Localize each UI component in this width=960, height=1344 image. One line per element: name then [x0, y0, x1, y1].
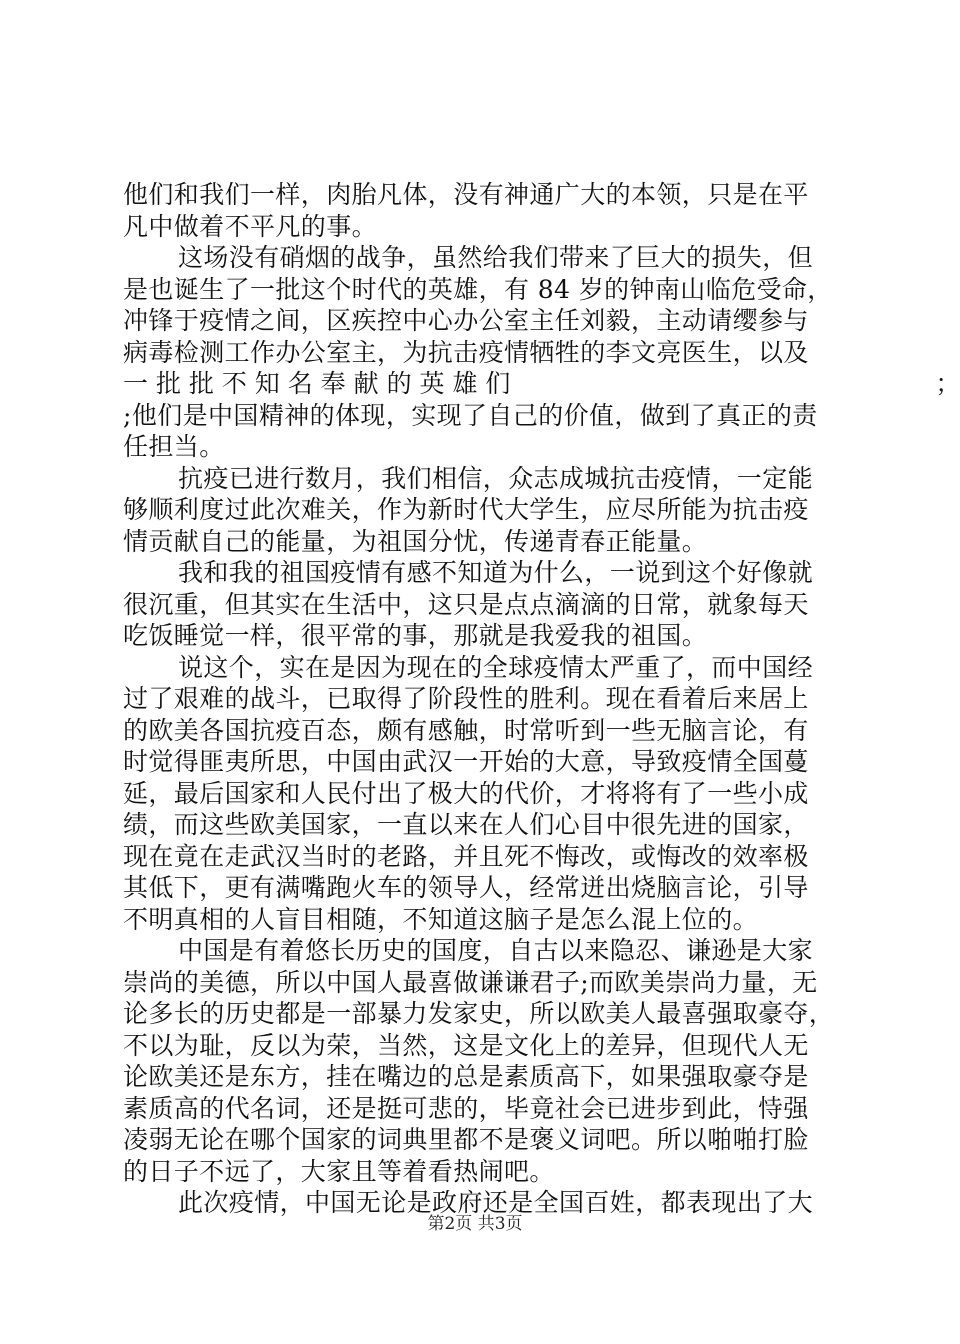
text-line: 的欧美各国抗疫百态，颇有感触，时常听到一些无脑言论，有: [123, 716, 809, 745]
text-line: 说这个，实在是因为现在的全球疫情太严重了，而中国经: [178, 653, 814, 682]
text-line: 凌弱无论在哪个国家的词典里都不是褒义词吧。所以啪啪打脸: [123, 1125, 809, 1154]
text-line: 不明真相的人盲目相随，不知道这脑子是怎么混上位的。: [123, 905, 759, 934]
text-line: 崇尚的美德，所以中国人最喜做谦谦君子;而欧美崇尚力量，无: [123, 968, 818, 997]
text-line: 论多长的历史都是一部暴力发家史，所以欧美人最喜强取豪夺，: [123, 999, 835, 1028]
text-line: 现在竟在走武汉当时的老路，并且死不悔改，或悔改的效率极: [123, 842, 809, 871]
text-line: 冲锋于疫情之间，区疾控中心办公室主任刘毅，主动请缨参与: [123, 306, 809, 335]
text-line: 凡中做着不平凡的事。: [123, 212, 378, 241]
text-line: 他们和我们一样，肉胎凡体，没有神通广大的本领，只是在平: [123, 180, 809, 209]
text-line: 任担当。: [123, 432, 225, 461]
text-line: 延，最后国家和人民付出了极大的代价，才将将有了一些小成: [123, 779, 809, 808]
text-line: ;他们是中国精神的体现，实现了自己的价值，做到了真正的责: [123, 401, 818, 430]
text-line: 很沉重，但其实在生活中，这只是点点滴滴的日常，就象每天: [123, 590, 809, 619]
text-line: 抗疫已进行数月，我们相信，众志成城抗击疫情，一定能: [178, 464, 814, 493]
text-line: 吃饭睡觉一样，很平常的事，那就是我爱我的祖国。: [123, 621, 708, 650]
text-line: 不以为耻，反以为荣，当然，这是文化上的差异，但现代人无: [123, 1031, 809, 1060]
text-line: 其低下，更有满嘴跑火车的领导人，经常迸出烧脑言论，引导: [123, 873, 809, 902]
text-line: 是也诞生了一批这个时代的英雄，有 84 岁的钟南山临危受命，: [123, 275, 833, 304]
text-line: 此次疫情，中国无论是政府还是全国百姓，都表现出了大: [178, 1188, 814, 1217]
text-line: 绩，而这些欧美国家，一直以来在人们心目中很先进的国家，: [123, 810, 809, 839]
text-line: 我和我的祖国疫情有感不知道为什么，一说到这个好像就: [178, 558, 814, 587]
text-line: 病毒检测工作办公室主，为抗击疫情牺牲的李文亮医生，以及: [123, 338, 809, 367]
text-line: 的日子不远了，大家且等着看热闹吧。: [123, 1157, 555, 1186]
text-line: 中国是有着悠长历史的国度，自古以来隐忍、谦逊是大家: [178, 936, 814, 965]
text-line: 这场没有硝烟的战争，虽然给我们带来了巨大的损失，但: [178, 243, 814, 272]
page-footer: 第2页 共3页: [427, 1214, 523, 1234]
text-line: 论欧美还是东方，挂在嘴边的总是素质高下，如果强取豪夺是: [123, 1062, 809, 1091]
text-line: 时觉得匪夷所思，中国由武汉一开始的大意，导致疫情全国蔓: [123, 747, 809, 776]
text-line: 一 批 批 不 知 名 奉 献 的 英 雄 们 ；: [123, 369, 960, 398]
text-line: 素质高的代名词，还是挺可悲的，毕竟社会已进步到此，恃强: [123, 1094, 809, 1123]
text-line: 够顺利度过此次难关，作为新时代大学生，应尽所能为抗击疫: [123, 495, 809, 524]
text-line: 过了艰难的战斗，已取得了阶段性的胜利。现在看着后来居上: [123, 684, 809, 713]
text-line: 情贡献自己的能量，为祖国分忧，传递青春正能量。: [123, 527, 708, 556]
